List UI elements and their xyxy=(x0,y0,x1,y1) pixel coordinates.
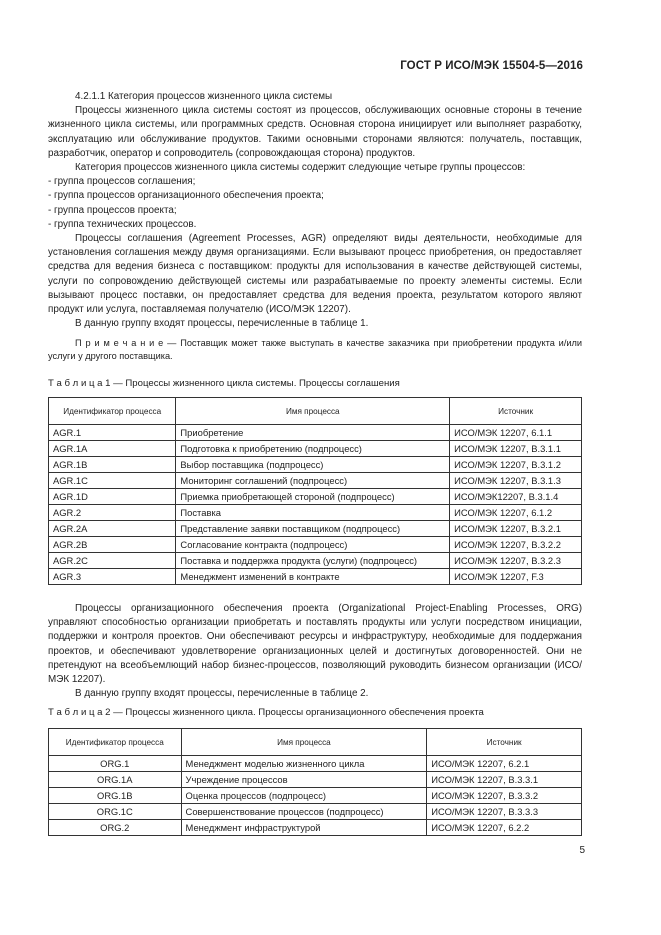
table-row xyxy=(49,457,582,473)
column-header: Имя процесса xyxy=(176,398,450,425)
table-cell: ИСО/МЭК 12207, В.3.1.1 xyxy=(450,441,582,457)
table-cell: ИСО/МЭК 12207, F.3 xyxy=(450,569,582,585)
paragraph: В данную группу входят процессы, перечисленные в таблице 1. xyxy=(75,318,369,330)
table-cell: ORG.1C xyxy=(49,804,182,820)
table-cell: ORG.2 xyxy=(49,820,182,836)
table-row xyxy=(49,804,582,820)
table-header-row xyxy=(49,398,582,425)
table2-caption xyxy=(48,707,484,718)
table-cell: Мониторинг соглашений (подпроцесс) xyxy=(176,473,450,489)
table-cell: AGR.1B xyxy=(49,457,176,473)
paragraph: Процессы жизненного цикла системы состоят из процессов, обслуживающих основные стороны в течение жизненного цикла системы, или программных средств. Основная сторона инициирует или выполняет разработку, эксплуатацию или обслуживание продуктов. Такими основными сторонами являются: получатель, поставщик, разработчик, оператор и сопроводитель (сопровождающая сторона) продуктов. xyxy=(48,105,582,159)
table-cell: ORG.1B xyxy=(49,788,182,804)
table-cell: ИСО/МЭК 12207, В.3.3.1 xyxy=(427,772,582,788)
table2-caption-text: — Процессы жизненного цикла. Процессы организационного обеспечения проекта xyxy=(110,707,484,718)
column-header: Имя процесса xyxy=(181,729,427,756)
table-row xyxy=(49,441,582,457)
list-item: - группа процессов организационного обеспечения проекта; xyxy=(48,190,324,202)
section-heading: 4.2.1.1 Категория процессов жизненного цикла системы xyxy=(75,91,333,102)
table-row xyxy=(49,569,582,585)
table-cell: Менеджмент инфраструктурой xyxy=(181,820,427,836)
table-cell: Подготовка к приобретению (подпроцесс) xyxy=(176,441,450,457)
table1-caption-label: Т а б л и ц а 1 xyxy=(48,378,111,389)
table-row xyxy=(49,553,582,569)
table-cell: AGR.2B xyxy=(49,537,176,553)
section-org-processes xyxy=(48,602,582,701)
column-header: Идентификатор процесса xyxy=(49,398,176,425)
table-cell: ИСО/МЭК 12207, В.3.2.1 xyxy=(450,521,582,537)
table-cell: ИСО/МЭК 12207, 6.2.2 xyxy=(427,820,582,836)
column-header: Идентификатор процесса xyxy=(49,729,182,756)
table-cell: Менеджмент моделью жизненного цикла xyxy=(181,756,427,772)
table-cell: Оценка процессов (подпроцесс) xyxy=(181,788,427,804)
list-item: - группа процессов проекта; xyxy=(48,204,177,216)
table-row xyxy=(49,505,582,521)
table-row xyxy=(49,473,582,489)
table-cell: AGR.1 xyxy=(49,425,176,441)
note-text: — Поставщик может также выступать в качестве заказчика при приобретении продукта и/или услуги у другого поставщика. xyxy=(48,338,582,361)
table-cell: AGR.1A xyxy=(49,441,176,457)
table-cell: Менеджмент изменений в контракте xyxy=(176,569,450,585)
table-cell: ИСО/МЭК 12207, 6.2.1 xyxy=(427,756,582,772)
list-item: - группа процессов соглашения; xyxy=(48,176,196,188)
table-cell: ORG.1A xyxy=(49,772,182,788)
table-row xyxy=(49,521,582,537)
table-cell: ИСО/МЭК12207, В.3.1.4 xyxy=(450,489,582,505)
table-cell: Согласование контракта (подпроцесс) xyxy=(176,537,450,553)
table1-caption-text: — Процессы жизненного цикла системы. Процессы соглашения xyxy=(110,378,400,389)
table-cell: ИСО/МЭК 12207, В.3.3.2 xyxy=(427,788,582,804)
table-row xyxy=(49,772,582,788)
table2-caption-label: Т а б л и ц а 2 xyxy=(48,707,111,718)
table-cell: Приемка приобретающей стороной (подпроцесс) xyxy=(176,489,450,505)
table-cell: AGR.3 xyxy=(49,569,176,585)
table-cell: Учреждение процессов xyxy=(181,772,427,788)
table-cell: Представление заявки поставщиком (подпроцесс) xyxy=(176,521,450,537)
table-header-row xyxy=(49,729,582,756)
table-cell: Поставка и поддержка продукта (услуги) (подпроцесс) xyxy=(176,553,450,569)
note-label: П р и м е ч а н и е xyxy=(75,338,164,349)
note xyxy=(48,337,582,362)
table-row xyxy=(49,788,582,804)
table-row xyxy=(49,489,582,505)
table-row xyxy=(49,756,582,772)
table-row xyxy=(49,425,582,441)
paragraph: Процессы организационного обеспечения проекта (Organizational Project-Enabling Processes, ORG) управляют способностью организации приобретать и поставлять продукты или услуги посредством инициации, поддержки и контроля проектов. Они обеспечивают ресурсы и инфраструктуру, необходимые для поддержания проектов, и обеспечивают удовлетворение организационных целей и достигнутых договоренностей. Они не претендуют на всеобъемлющий набор бизнес-процессов, позволяющий руководить бизнесом организации (ИСО/МЭК 12207). xyxy=(48,603,582,686)
section-system-lifecycle xyxy=(48,90,582,362)
paragraph: В данную группу входят процессы, перечисленные в таблице 2. xyxy=(75,688,369,700)
table-cell: Выбор поставщика (подпроцесс) xyxy=(176,457,450,473)
table-cell: ИСО/МЭК 12207, В.3.1.3 xyxy=(450,473,582,489)
table-row xyxy=(49,537,582,553)
page-number: 5 xyxy=(579,845,585,856)
table-cell: AGR.2 xyxy=(49,505,176,521)
table-cell: AGR.1C xyxy=(49,473,176,489)
table-org-processes xyxy=(48,728,582,836)
document-header: ГОСТ Р ИСО/МЭК 15504-5—2016 xyxy=(400,60,583,72)
table-cell: ИСО/МЭК 12207, В.3.3.3 xyxy=(427,804,582,820)
list-item: - группа технических процессов. xyxy=(48,218,197,230)
table-cell: ИСО/МЭК 12207, В.3.2.2 xyxy=(450,537,582,553)
column-header: Источник xyxy=(450,398,582,425)
paragraph: Процессы соглашения (Agreement Processes, AGR) определяют виды деятельности, необходимые для установления соглашения между двумя организациями. Если вызывают процесс приобретения, он предоставляет средства для ведения бизнеса с поставщиком: продукты для использования в качестве действующей системы, услуги по сопровождению действующей системы или разрабатываемые по проекту элементы системы. Если вызывают процесс поставки, он предоставляет средства для ведения проекта, результатом которого являют продукт или услуга, поставляемая получателю (ИСО/МЭК 12207). xyxy=(48,233,582,316)
table-cell: ИСО/МЭК 12207, 6.1.2 xyxy=(450,505,582,521)
table1-caption xyxy=(48,378,400,389)
table-cell: ИСО/МЭК 12207, 6.1.1 xyxy=(450,425,582,441)
table-cell: Совершенствование процессов (подпроцесс) xyxy=(181,804,427,820)
column-header: Источник xyxy=(427,729,582,756)
table-cell: ИСО/МЭК 12207, В.3.1.2 xyxy=(450,457,582,473)
table-cell: ИСО/МЭК 12207, В.3.2.3 xyxy=(450,553,582,569)
table-cell: Приобретение xyxy=(176,425,450,441)
paragraph: Категория процессов жизненного цикла системы содержит следующие четыре группы процессов: xyxy=(75,162,526,174)
table-cell: AGR.1D xyxy=(49,489,176,505)
table-cell: AGR.2C xyxy=(49,553,176,569)
table-row xyxy=(49,820,582,836)
table-agreement-processes xyxy=(48,397,582,585)
table-cell: AGR.2A xyxy=(49,521,176,537)
table-cell: ORG.1 xyxy=(49,756,182,772)
table-cell: Поставка xyxy=(176,505,450,521)
